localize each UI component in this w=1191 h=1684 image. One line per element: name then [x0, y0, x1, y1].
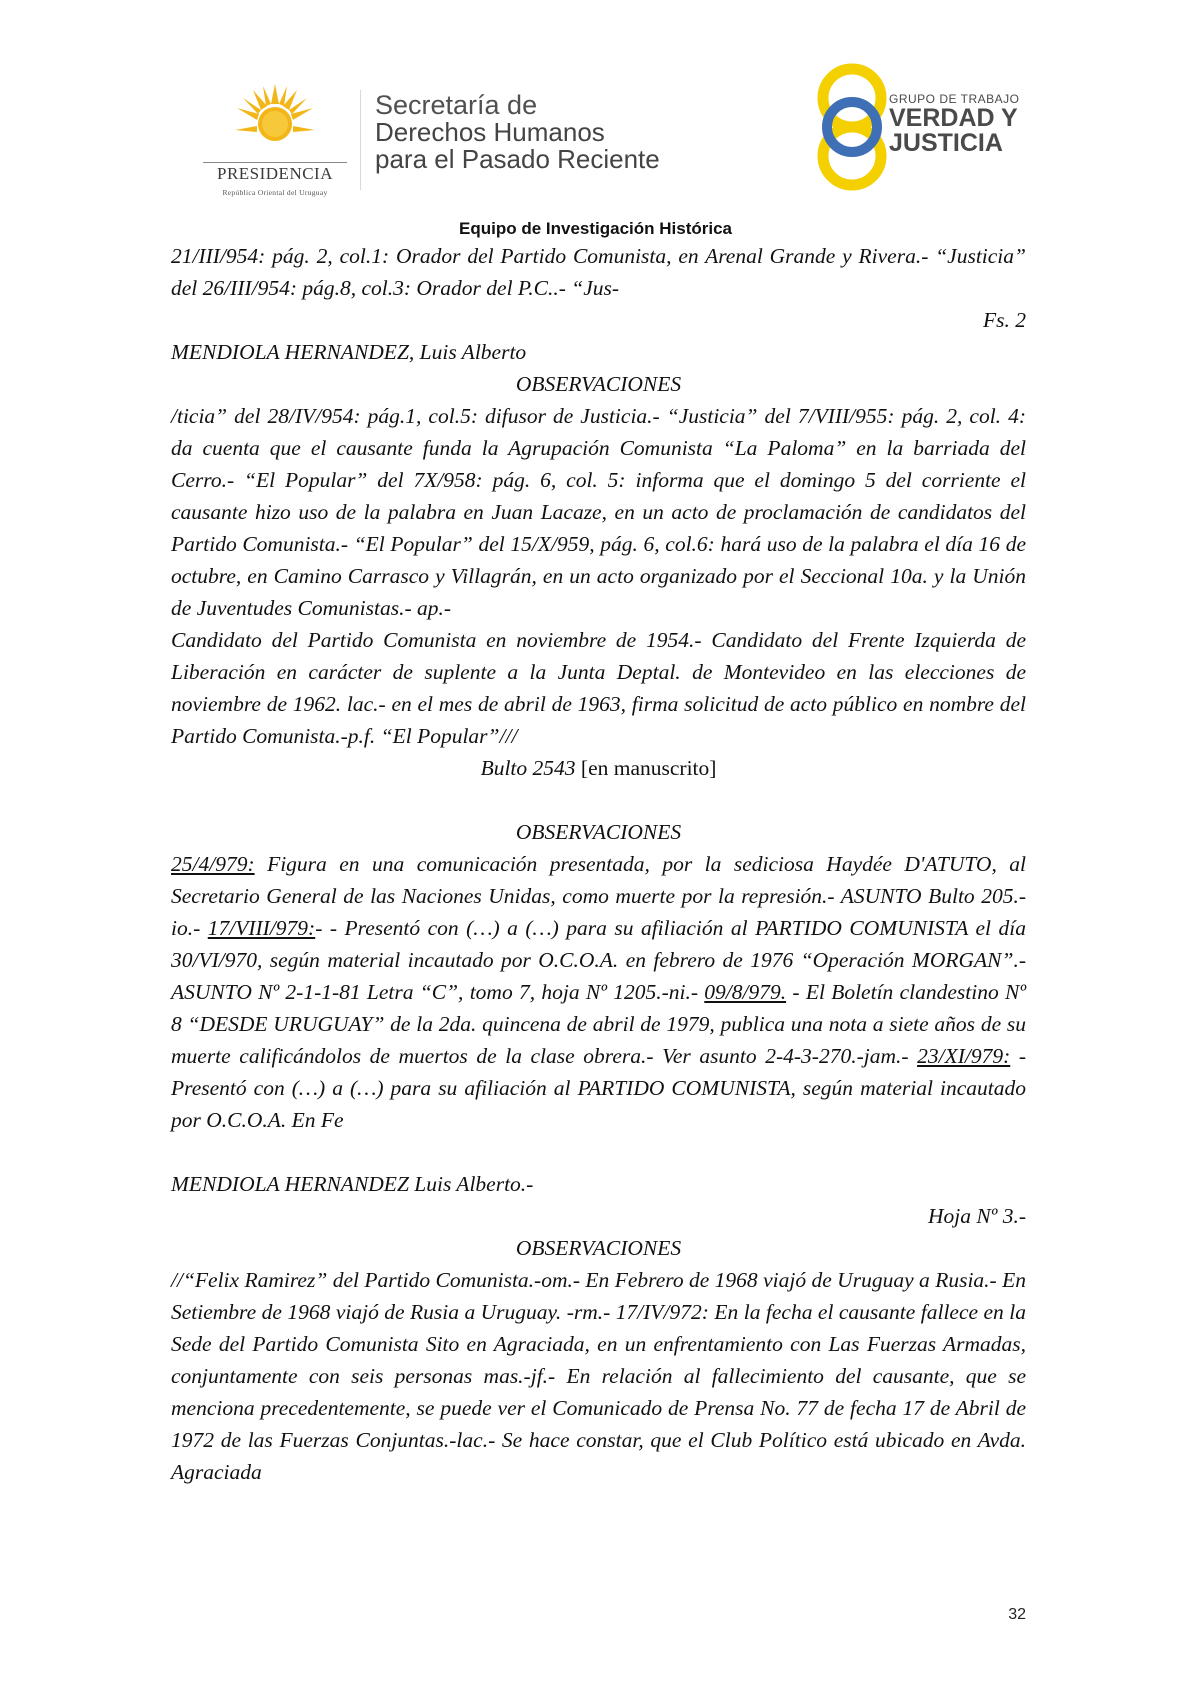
grupo-line-1: GRUPO DE TRABAJO: [889, 92, 1020, 106]
linked-rings-icon: [807, 62, 897, 192]
section-heading-2: OBSERVACIONES: [515, 820, 682, 844]
secretaria-line-3: para el Pasado Reciente: [375, 144, 660, 174]
grupo-trabajo-logo: [889, 92, 1019, 156]
presidencia-subtitle: República Oriental del Uruguay: [222, 188, 328, 197]
sun-icon: [233, 82, 317, 142]
subject-name-2: MENDIOLA HERNANDEZ Luis Alberto.-: [171, 1172, 534, 1196]
bulto-ref: Bulto 2543: [480, 756, 576, 780]
entry-text: Figura en una comunicación presentada, por la sediciosa Haydée D'ATUTO, al Secretario General de las Naciones Unidas, como muerte por la represión.- ASUNTO Bulto 205.-io.-: [171, 852, 1026, 940]
spacer: [171, 1136, 1026, 1168]
document-body: [171, 240, 1026, 1488]
page-header: [195, 60, 1025, 195]
divider: [203, 162, 347, 163]
subject-name-1: MENDIOLA HERNANDEZ, Luis Alberto: [171, 340, 527, 364]
spacer: [171, 784, 1026, 816]
grupo-line-3: JUSTICIA: [889, 129, 1003, 157]
bulto-line: [171, 752, 1026, 784]
team-title: Equipo de Investigación Histórica: [459, 219, 732, 238]
manuscript-note: [en manuscrito]: [580, 756, 717, 780]
date-ref: 09/8/979.: [704, 980, 787, 1004]
folio-label: Fs. 2: [983, 308, 1026, 332]
section-heading-3: OBSERVACIONES: [515, 1236, 682, 1260]
grupo-line-2: VERDAD Y: [889, 104, 1018, 132]
date-ref: 23/XI/979:: [917, 1044, 1011, 1068]
hoja-label: Hoja Nº 3.-: [927, 1204, 1026, 1228]
paragraph-1: 21/III/954: pág. 2, col.1: Orador del Partido Comunista, en Arenal Grande y Rivera.- “Justicia” del 26/III/954: pág.8, col.3: Orador del P.C..- “Jus-: [171, 244, 1026, 300]
page-number: 32: [1008, 1606, 1026, 1623]
paragraph-2: /ticia” del 28/IV/954: pág.1, col.5: difusor de Justicia.- “Justicia” del 7/VIII/955: pág. 2, col. 4: da cuenta que el causante funda la Agrupación Comunista “La Paloma” en la barriada del Cerro.- “El Popular” del 7X/958: pág. 6, col. 5: informa que el domingo 5 del corriente el causante hizo uso de la palabra en Juan Lacaze, en un acto de proclamación de candidatos del Partido Comunista.- “El Popular” del 15/X/959, pág. 6, col.6: hará uso de la palabra el día 16 de octubre, en Camino Carrasco y Villagrán, en un acto organizado por el Seccional 10a. y la Unión de Juventudes Comunistas.- ap.-: [171, 404, 1026, 620]
secretaria-logo: [375, 92, 660, 173]
section-heading-1: OBSERVACIONES: [515, 372, 682, 396]
paragraph-5: //“Felix Ramirez” del Partido Comunista.-om.- En Febrero de 1968 viajó de Uruguay a Rusia.- En Setiembre de 1968 viajó de Rusia a Uruguay. -rm.- 17/IV/972: En la fecha el causante fallece en la Sede del Partido Comunista Sito en Agraciada, en un enfrentamiento con Las Fuerzas Armadas, conjuntamente con seis personas mas.-jf.- En relación al fallecimiento del causante, que se menciona precedentemente, se puede ver el Comunicado de Prensa No. 77 de fecha 17 de Abril de 1972 de las Fuerzas Conjuntas.-lac.- Se hace constar, que el Club Político está ubicado en Avda. Agraciada: [171, 1268, 1026, 1484]
paragraph-3: Candidato del Partido Comunista en noviembre de 1954.- Candidato del Frente Izquierda de Liberación en carácter de suplente a la Junta Deptal. de Montevideo en las elecciones de noviembre de 1962. lac.- en el mes de abril de 1963, firma solicitud de acto público en nombre del Partido Comunista.-p.f. “El Popular”///: [171, 628, 1026, 748]
secretaria-line-1: Secretaría de: [375, 90, 538, 120]
paragraph-4: [171, 848, 1026, 1136]
date-ref: 17/VIII/979:: [207, 916, 316, 940]
entry-text: - El Boletín clandestino Nº 8 “DESDE URUGUAY” de la 2da. quincena de abril de 1979, publica una nota a siete años de su muerte calificándolos de muertos de la clase obrera.- Ver asunto 2-4-3-270.-jam.-: [171, 980, 1026, 1068]
secretaria-line-2: Derechos Humanos: [375, 117, 605, 147]
presidencia-logo: [195, 82, 355, 202]
date-ref: 25/4/979:: [171, 852, 255, 876]
entry-text: - - Presentó con (…) a (…) para su afiliación al PARTIDO COMUNISTA el día 30/VI/970, según material incautado por O.C.O.A. en febrero de 1976 “Operación MORGAN”.- ASUNTO Nº 2-1-1-81 Letra “C”, tomo 7, hoja Nº 1205.-ni.-: [171, 916, 1026, 1004]
header-separator: [360, 90, 361, 190]
entry-text: - Presentó con (…) a (…) para su afiliación al PARTIDO COMUNISTA, según material incautado por O.C.O.A. En Fe: [171, 1044, 1026, 1132]
presidencia-name: PRESIDENCIA: [216, 164, 333, 183]
